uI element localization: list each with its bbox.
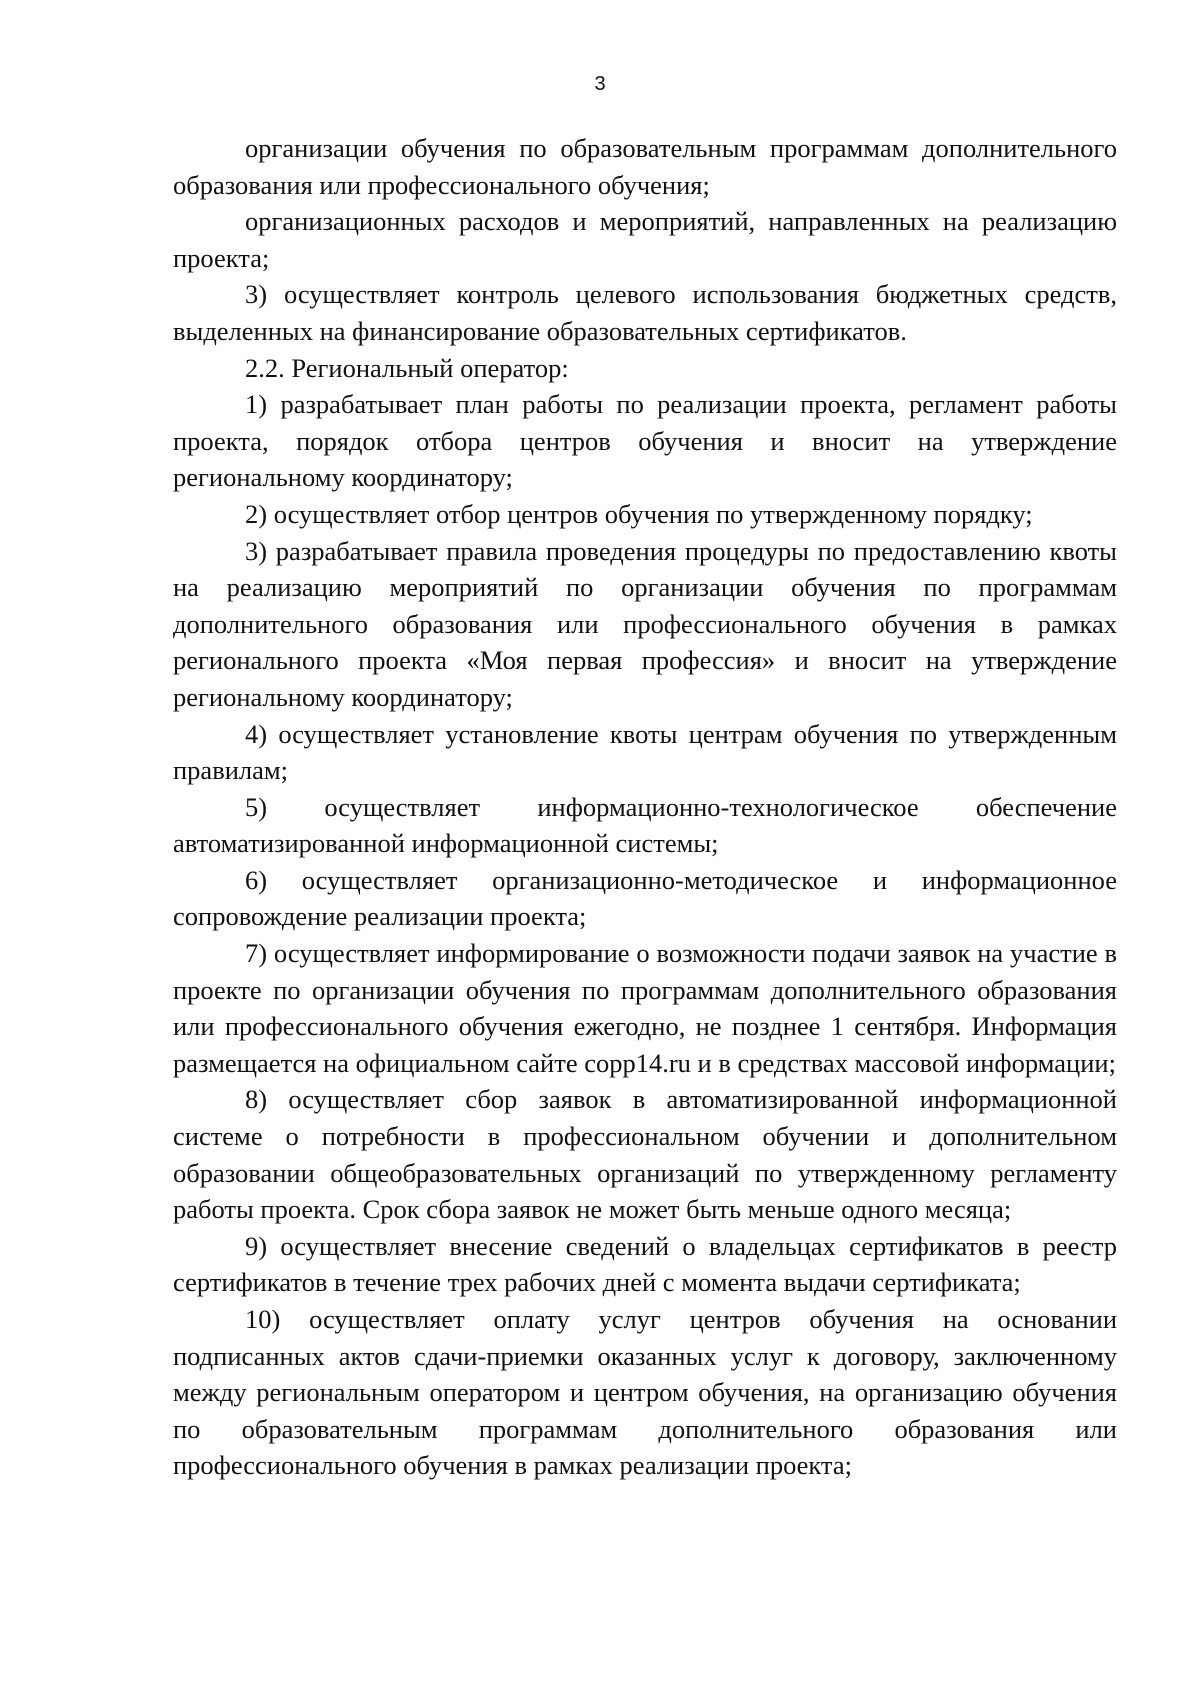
document-body (173, 130, 1117, 1484)
paragraph-13: 9) осуществляет внесение сведений о владельцах сертификатов в реестр сертификатов в течение трех рабочих дней с момента выдачи сертификата; (173, 1230, 1117, 1298)
paragraph-10: 6) осуществляет организационно-методическое и информационное сопровождение реализации проекта; (173, 864, 1117, 932)
paragraph-7: 3) разрабатывает правила проведения процедуры по предоставлению квоты на реализацию мероприятий по организации обучения по программам дополнительного образования или профессионального обучения в рамках регионального проекта «Моя первая профессия» и вносит на утверждение региональному координатору; (173, 535, 1117, 712)
paragraph-8: 4) осуществляет установление квоты центрам обучения по утвержденным правилам; (173, 718, 1117, 786)
paragraph-11: 7) осуществляет информирование о возможности подачи заявок на участие в проекте по организации обучения по программам дополнительного образования или профессионального обучения ежегодно, не позднее 1 сентября. Информация размещается на официальном сайте copp14.ru и в средствах массовой информации; (173, 938, 1117, 1078)
section-heading-2-2: 2.2. Региональный оператор: (245, 352, 569, 383)
paragraph-12: 8) осуществляет сбор заявок в автоматизированной информационной системе о потребности в профессиональном обучении и дополнительном образовании общеобразовательных организаций по утвержденному регламенту работы проекта. Срок сбора заявок не может быть меньше одного месяца; (173, 1084, 1117, 1225)
page-number: 3 (594, 73, 606, 95)
paragraph-14: 10) осуществляет оплату услуг центров обучения на основании подписанных актов сдачи-приемки оказанных услуг к договору, заключенному между региональным оператором и центром обучения, на организацию обучения по образовательным программам дополнительного образования или профессионального обучения в рамках реализации проекта; (173, 1304, 1117, 1481)
paragraph-9: 5) осуществляет информационно-технологическое обеспечение автоматизированной информационной системы; (173, 791, 1117, 859)
paragraph-5: 1) разрабатывает план работы по реализации проекта, регламент работы проекта, порядок отбора центров обучения и вносит на утверждение региональному координатору; (173, 389, 1117, 493)
paragraph-3: 3) осуществляет контроль целевого использования бюджетных средств, выделенных на финансирование образовательных сертификатов. (173, 279, 1117, 346)
paragraph-1: организации обучения по образовательным программам дополнительного образования или профессионального обучения; (173, 133, 1117, 200)
paragraph-6: 2) осуществляет отбор центров обучения по утвержденному порядку; (245, 498, 1033, 529)
paragraph-2: организационных расходов и мероприятий, направленных на реализацию проекта; (173, 206, 1117, 273)
